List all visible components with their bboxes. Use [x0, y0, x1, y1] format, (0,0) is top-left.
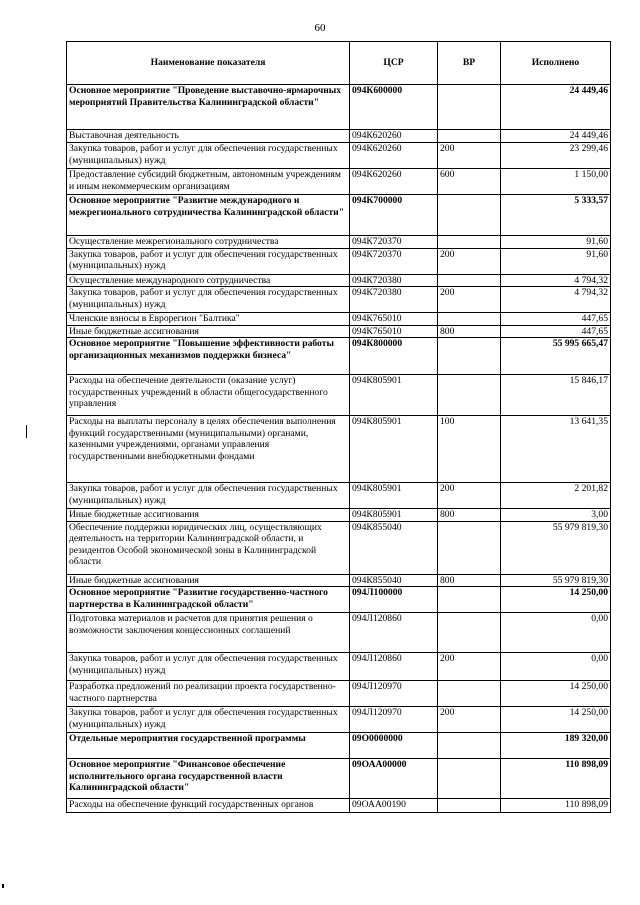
cell-amount: 0,00 [501, 613, 611, 653]
table-row [67, 483, 611, 509]
cell-name: Выставочная деятельность [67, 130, 350, 143]
page-number: 60 [314, 22, 326, 34]
cell-vr: 200 [438, 707, 501, 733]
table-row [67, 733, 611, 759]
cell-amount: 91,60 [501, 236, 611, 249]
cell-amount: 3,00 [501, 509, 611, 522]
cell-vr [438, 195, 501, 236]
table-row [67, 236, 611, 249]
header-csr: ЦСР [350, 42, 438, 85]
cell-amount: 55 995 665,47 [501, 338, 611, 375]
cell-csr: 094К805901 [350, 509, 438, 522]
cell-amount: 14 250,00 [501, 681, 611, 707]
cell-csr: 094Л120860 [350, 653, 438, 681]
table-row [67, 169, 611, 195]
cell-name: Расходы на обеспечение деятельности (оказание услуг) государственных учреждений в области общегосударственного управления [67, 375, 350, 416]
cell-vr: 600 [438, 169, 501, 195]
cell-vr [438, 130, 501, 143]
cell-name: Расходы на выплаты персоналу в целях обеспечения выполнения функций государственными (муниципальными) органами, казенными учреждениями, органами управления государственными внебюджетными фондами [67, 416, 350, 483]
header-amount: Исполнено [501, 42, 611, 85]
cell-name: Закупка товаров, работ и услуг для обеспечения государственных (муниципальных) нужд [67, 143, 350, 169]
cell-amount: 24 449,46 [501, 85, 611, 130]
table-row [67, 707, 611, 733]
table-row [67, 375, 611, 416]
cell-csr: 094Л120970 [350, 681, 438, 707]
cell-amount: 189 320,00 [501, 733, 611, 759]
table-row [67, 85, 611, 130]
table-row [67, 130, 611, 143]
cell-amount: 0,00 [501, 653, 611, 681]
cell-csr: 094К765010 [350, 313, 438, 326]
cell-amount: 23 299,46 [501, 143, 611, 169]
cell-csr: 09ОАА00000 [350, 759, 438, 799]
cell-amount: 24 449,46 [501, 130, 611, 143]
cell-csr: 094К855040 [350, 574, 438, 587]
cell-csr: 094К800000 [350, 338, 438, 375]
cell-vr [438, 313, 501, 326]
cell-vr: 800 [438, 325, 501, 338]
header-vr: ВР [438, 42, 501, 85]
cell-csr: 094К620260 [350, 169, 438, 195]
cell-amount: 14 250,00 [501, 707, 611, 733]
cell-amount: 55 979 819,30 [501, 574, 611, 587]
table-row [67, 509, 611, 522]
cell-csr: 094К700000 [350, 195, 438, 236]
scan-mark [2, 884, 4, 888]
table-row [67, 325, 611, 338]
cell-amount: 447,65 [501, 313, 611, 326]
cell-name: Основное мероприятие "Повышение эффективности работы организационных механизмов поддержки бизнеса" [67, 338, 350, 375]
header-name: Наименование показателя [67, 42, 350, 85]
cell-name: Основное мероприятие "Финансовое обеспечение исполнительного органа государственной власти Калининградской области" [67, 759, 350, 799]
cell-name: Основное мероприятие "Проведение выставочно-ярмарочных мероприятий Правительства Калининградской области" [67, 85, 350, 130]
table-row [67, 521, 611, 574]
cell-csr: 09О0000000 [350, 733, 438, 759]
table-row [67, 313, 611, 326]
cell-vr: 100 [438, 416, 501, 483]
cell-name: Закупка товаров, работ и услуг для обеспечения государственных (муниципальных) нужд [67, 707, 350, 733]
table-row [67, 416, 611, 483]
cell-name: Осуществление межрегионального сотрудничества [67, 236, 350, 249]
cell-csr: 094К805901 [350, 375, 438, 416]
cell-vr: 200 [438, 143, 501, 169]
cell-vr [438, 338, 501, 375]
table-row [67, 195, 611, 236]
cell-csr: 09ОАА00190 [350, 799, 438, 813]
table-body [67, 85, 611, 813]
budget-table [66, 41, 611, 813]
cell-amount: 447,65 [501, 325, 611, 338]
table-row [67, 274, 611, 287]
cell-csr: 094К620260 [350, 130, 438, 143]
table-row [67, 759, 611, 799]
table-row [67, 287, 611, 313]
cell-amount: 13 641,35 [501, 416, 611, 483]
cell-vr [438, 521, 501, 574]
table-row [67, 143, 611, 169]
cell-amount: 91,60 [501, 248, 611, 274]
cell-name: Расходы на обеспечение функций государственных органов [67, 799, 350, 813]
cell-vr: 200 [438, 653, 501, 681]
cell-csr: 094К620260 [350, 143, 438, 169]
cell-vr [438, 85, 501, 130]
cell-name: Осуществление международного сотрудничества [67, 274, 350, 287]
cell-name: Разработка предложений по реализации проекта государственно-частного партнерства [67, 681, 350, 707]
cell-name: Иные бюджетные ассигнования [67, 325, 350, 338]
cell-vr [438, 759, 501, 799]
cell-name: Предоставление субсидий бюджетным, автономным учреждениям и иным некоммерческим организациям [67, 169, 350, 195]
cell-name: Членские взносы в Еврорегион "Балтика" [67, 313, 350, 326]
cell-name: Закупка товаров, работ и услуг для обеспечения государственных (муниципальных) нужд [67, 653, 350, 681]
cell-vr [438, 587, 501, 613]
cell-csr: 094Л120860 [350, 613, 438, 653]
cell-amount: 4 794,32 [501, 287, 611, 313]
cell-amount: 1 150,00 [501, 169, 611, 195]
cell-csr: 094К805901 [350, 483, 438, 509]
cell-vr: 200 [438, 287, 501, 313]
cell-amount: 15 846,17 [501, 375, 611, 416]
cell-name: Иные бюджетные ассигнования [67, 574, 350, 587]
cell-csr: 094Л100000 [350, 587, 438, 613]
cell-vr [438, 236, 501, 249]
scan-mark [26, 425, 27, 438]
cell-amount: 5 333,57 [501, 195, 611, 236]
table-row [67, 574, 611, 587]
cell-amount: 110 898,09 [501, 759, 611, 799]
cell-name: Основное мероприятие "Развитие государственно-частного партнерства в Калининградской области" [67, 587, 350, 613]
table-row [67, 681, 611, 707]
cell-csr: 094К600000 [350, 85, 438, 130]
cell-name: Основное мероприятие "Развитие международного и межрегионального сотрудничества Калининградской области" [67, 195, 350, 236]
cell-name: Подготовка материалов и расчетов для принятия решения о возможности заключения концессионных соглашений [67, 613, 350, 653]
cell-csr: 094К720380 [350, 287, 438, 313]
table-row [67, 613, 611, 653]
cell-vr [438, 274, 501, 287]
cell-name: Отдельные мероприятия государственной программы [67, 733, 350, 759]
cell-csr: 094К765010 [350, 325, 438, 338]
cell-amount: 55 979 819,30 [501, 521, 611, 574]
cell-name: Закупка товаров, работ и услуг для обеспечения государственных (муниципальных) нужд [67, 483, 350, 509]
cell-csr: 094Л120970 [350, 707, 438, 733]
table-row [67, 799, 611, 813]
cell-csr: 094К855040 [350, 521, 438, 574]
table-row [67, 587, 611, 613]
cell-name: Иные бюджетные ассигнования [67, 509, 350, 522]
header-row [67, 42, 611, 85]
cell-amount: 110 898,09 [501, 799, 611, 813]
cell-vr: 800 [438, 509, 501, 522]
cell-csr: 094К805901 [350, 416, 438, 483]
table-row [67, 248, 611, 274]
cell-amount: 14 250,00 [501, 587, 611, 613]
table-row [67, 653, 611, 681]
cell-amount: 4 794,32 [501, 274, 611, 287]
cell-vr [438, 733, 501, 759]
cell-name: Обеспечение поддержки юридических лиц, осуществляющих деятельность на территории Калининградской области, и резидентов Особой экономической зоны в Калининградской области [67, 521, 350, 574]
cell-csr: 094К720370 [350, 248, 438, 274]
cell-csr: 094К720380 [350, 274, 438, 287]
cell-amount: 2 201,82 [501, 483, 611, 509]
table-row [67, 338, 611, 375]
cell-name: Закупка товаров, работ и услуг для обеспечения государственных (муниципальных) нужд [67, 287, 350, 313]
cell-vr: 200 [438, 248, 501, 274]
cell-vr [438, 613, 501, 653]
cell-vr: 200 [438, 483, 501, 509]
cell-csr: 094К720370 [350, 236, 438, 249]
cell-vr [438, 799, 501, 813]
cell-name: Закупка товаров, работ и услуг для обеспечения государственных (муниципальных) нужд [67, 248, 350, 274]
cell-vr: 800 [438, 574, 501, 587]
cell-vr [438, 375, 501, 416]
cell-vr [438, 681, 501, 707]
